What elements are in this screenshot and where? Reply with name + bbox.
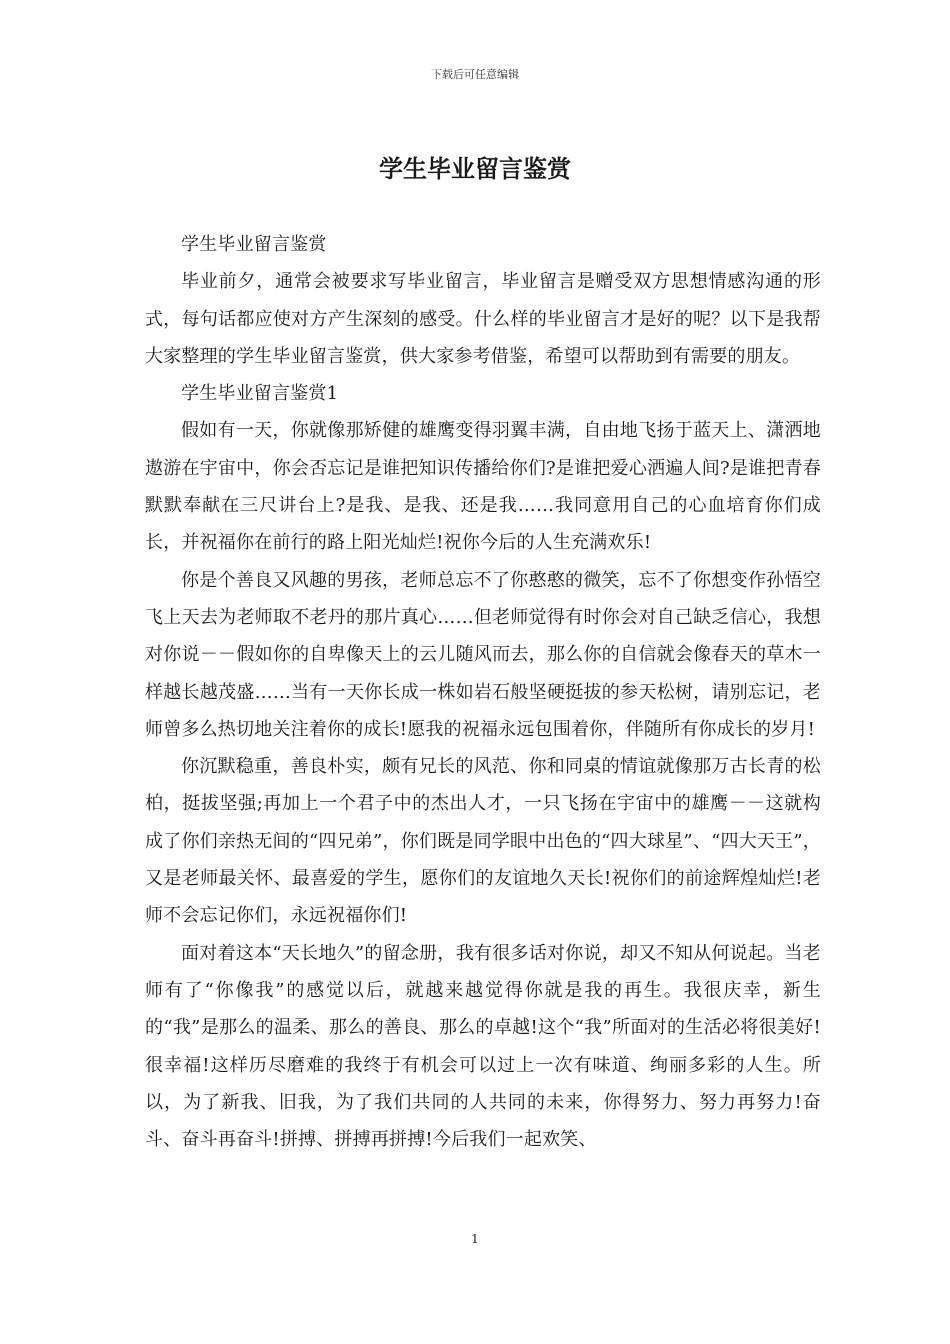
- header-note: 下载后可任意编辑: [431, 68, 519, 81]
- body-paragraph: 假如有一天，你就像那矫健的雄鹰变得羽翼丰满，自由地飞扬于蓝天上、潇洒地遨游在宇宙中，你会否忘记是谁把知识传播给你们?是谁把爱心洒遍人间?是谁把青春默默奉献在三尺讲台上?是我、是我、还是我……我同意用自己的心血培育你们成长，并祝福你在前行的路上阳光灿烂!祝你今后的人生充满欢乐!: [145, 420, 821, 554]
- body-paragraph: 面对着这本“天长地久”的留念册，我有很多话对你说，却又不知从何说起。当老师有了“你像我”的感觉以后，就越来越觉得你就是我的再生。我很庆幸，新生的“我”是那么的温柔、那么的善良、那么的卓越!这个“我”所面对的生活必将很美好!很幸福!这样历尽磨难的我终于有机会可以过上一次有味道、绚丽多彩的人生。所以，为了新我、旧我，为了我们共同的人共同的未来，你得努力、努力再努力!奋斗、奋斗再奋斗!拼搏、拼搏再拼搏!今后我们一起欢笑、: [145, 942, 821, 1151]
- document-title: 学生毕业留言鉴赏: [379, 154, 571, 183]
- intro-paragraph: 毕业前夕，通常会被要求写毕业留言，毕业留言是赠受双方思想情感沟通的形式，每句话都应使对方产生深刻的感受。什么样的毕业留言才是好的呢？以下是我帮大家整理的学生毕业留言鉴赏，供大家参考借鉴，希望可以帮助到有需要的朋友。: [145, 271, 821, 367]
- body-paragraph: 你沉默稳重，善良朴实，颇有兄长的风范、你和同桌的情谊就像那万古长青的松柏，挺拔坚强;再加上一个君子中的杰出人才，一只飞扬在宇宙中的雄鹰－－这就构成了你们亲热无间的“四兄弟”，你们既是同学眼中出色的“四大球星”、“四大天王”，又是老师最关怀、最喜爱的学生，愿你们的友谊地久天长!祝你们的前途辉煌灿烂!老师不会忘记你们，永远祝福你们!: [145, 756, 821, 927]
- document-body: [145, 226, 821, 1158]
- subsection-heading: 学生毕业留言鉴赏1: [181, 383, 339, 405]
- section-heading: 学生毕业留言鉴赏: [181, 234, 327, 255]
- body-paragraph: 你是个善良又风趣的男孩，老师总忘不了你憨憨的微笑，忘不了你想变作孙悟空飞上天去为老师取不老丹的那片真心……但老师觉得有时你会对自己缺乏信心，我想对你说－－假如你的自卑像天上的云儿随风而去，那么你的自信就会像春天的草木一样越长越茂盛……当有一天你长成一株如岩石般坚硬挺拔的参天松树，请别忘记，老师曾多么热切地关注着你的成长!愿我的祝福永远包围着你，伴随所有你成长的岁月!: [145, 569, 821, 740]
- page-number: 1: [471, 1232, 479, 1246]
